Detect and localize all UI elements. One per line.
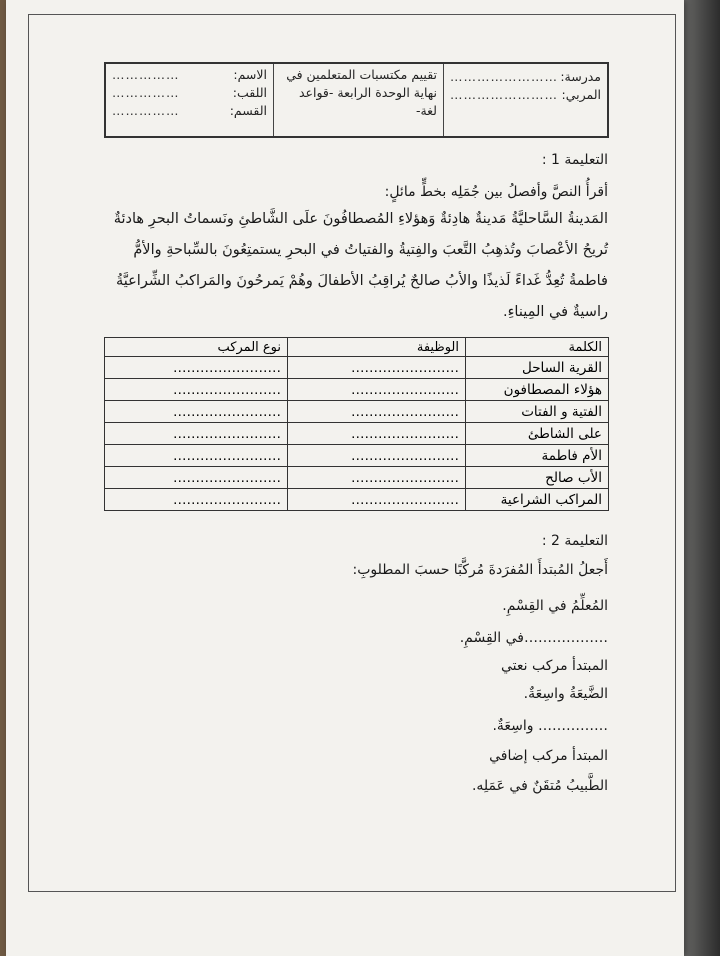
assessment-title: تقييم مكتسبات المتعلمين في نهاية الوحدة الرابعة -قواعد لغة- <box>274 64 444 136</box>
table-row: المراكب الشراعية …………………… …………………… <box>105 489 609 511</box>
task2-sentence-1: المُعلِّمُ في القِسْمِ. <box>502 598 608 614</box>
class-label: القسم: <box>229 103 267 118</box>
col-type-header: نوع المركب <box>105 338 288 357</box>
col-function-header: الوظيفة <box>288 338 466 357</box>
task1-heading: التعليمة 1 : <box>541 152 608 168</box>
task2-blank-2[interactable]: …………… واسِعَةٌ. <box>492 718 608 734</box>
task2-blank-1[interactable]: ………………في القِسْمِ. <box>459 630 608 646</box>
table-row: الأم فاطمة …………………… …………………… <box>105 445 609 467</box>
task2-heading: التعليمة 2 : <box>541 533 608 549</box>
school-info-cell: مدرسة: …………………… المربي: …………………… <box>450 69 601 102</box>
task2-hint-1: المبتدأ مركب نعتي <box>500 658 608 674</box>
table-row: الأب صالح …………………… …………………… <box>105 467 609 489</box>
header-box <box>104 62 609 138</box>
task2-instruction: أَجعلُ المُبتدأَ المُفرَدةَ مُركَّبًا حسبَ المطلوبِ: <box>352 562 608 578</box>
background-edge <box>682 0 720 956</box>
table-row: القرية الساحل …………………… …………………… <box>105 357 609 379</box>
table-row: الفتية و الفتات …………………… …………………… <box>105 401 609 423</box>
teacher-label: المربي: <box>561 87 601 102</box>
surname-label: اللقب: <box>232 85 267 100</box>
table-row: هؤلاء المصطافون …………………… …………………… <box>105 379 609 401</box>
task1-passage: المَدينةُ السَّاحليَّةُ مَدينةٌ هادِئةٌ وَهؤلاءِ المُصطافُونَ علَى الشَّاطئِ ونَسماتُ البحرِ هادئةٌ تُريحُ الأعْصابَ وتُذهِبُ التَّعبَ والفِتيةُ والفتياتُ في البحرِ يستمتِعُونَ بالسِّباحةِ والأمُّ فاطمةُ تُعِدُّ غَداءً لَذيذًا والأبُ صالحٌ يُراقِبُ الأطفالَ وهُمْ يَمرحُونَ والمَراكبُ الشِّراعيَّةُ راسيةٌ في المِيناءِ. <box>113 211 608 320</box>
col-word-header: الكلمة <box>466 338 609 357</box>
task1-instruction: أقرأُ النصَّ وأفصلُ بين جُمَلِه بخطٍّ مائلٍ: <box>384 184 608 200</box>
task2-hint-2: المبتدأ مركب إضافي <box>489 748 608 764</box>
student-info-cell: الاسم: …………… اللقب: …………… القسم: …………… <box>106 64 274 136</box>
name-label: الاسم: <box>233 67 267 82</box>
table-header-row <box>105 338 609 357</box>
task2-sentence-2: الضَّيعَةُ واسِعَةٌ. <box>523 686 608 702</box>
school-label: مدرسة: <box>560 69 601 84</box>
table-row: على الشاطئ …………………… …………………… <box>105 423 609 445</box>
word-analysis-table <box>104 337 609 511</box>
task2-sentence-3: الطَّبيبُ مُتقَنٌ في عَمَلِه. <box>471 778 608 794</box>
